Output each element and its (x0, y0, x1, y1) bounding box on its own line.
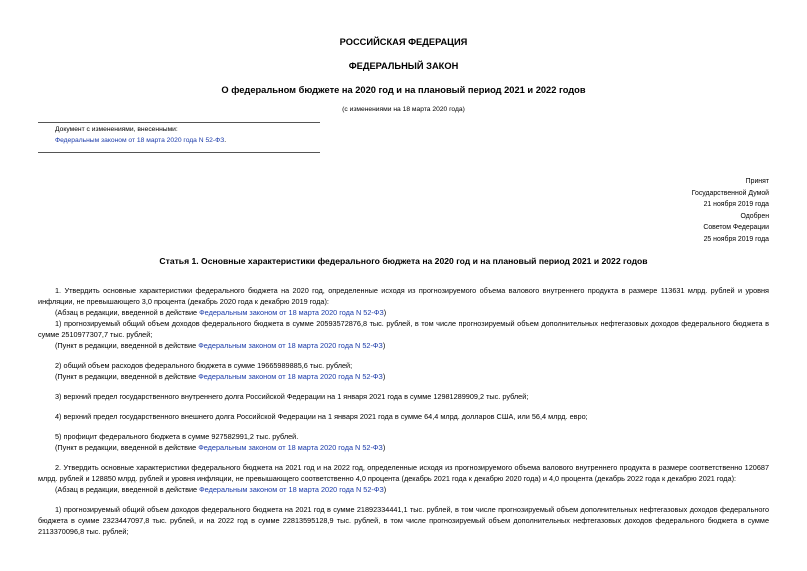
note-suffix: ) (382, 372, 386, 381)
amendments-label: Документ с изменениями, внесенными: (55, 126, 178, 133)
article-1-heading: Статья 1. Основные характеристики федерального бюджета на 2020 год и на плановый период 2021 и 2022 годов (159, 256, 648, 266)
note-prefix: (Пункт в редакции, введенной в действие (55, 341, 199, 350)
note-prefix: (Абзац в редакции, введенной в действие (55, 308, 200, 317)
item-2: 2) общий объем расходов федерального бюджета в сумме 19665989885,6 тыс. рублей; (55, 361, 353, 370)
article-1-body (38, 285, 769, 537)
adopted-date: 21 ноября 2019 года (703, 201, 769, 208)
law-type-heading: ФЕДЕРАЛЬНЫЙ ЗАКОН (348, 61, 459, 71)
note-suffix: ) (383, 485, 387, 494)
note-prefix: (Абзац в редакции, введенной в действие (55, 485, 200, 494)
amendment-law-link[interactable]: Федеральным законом от 18 марта 2020 года N 52-ФЗ (198, 341, 383, 350)
note-suffix: ) (382, 341, 386, 350)
approved-label: Одобрен (740, 212, 769, 220)
adopted-label: Принят (745, 178, 769, 185)
note-prefix: (Пункт в редакции, введенной в действие (55, 372, 199, 381)
amendment-date-subtitle: (с изменениями на 18 марта 2020 года) (342, 106, 465, 113)
item-1: 1) прогнозируемый общий объем доходов федерального бюджета в сумме 20593572876,8 тыс. рублей, в том числе прогнозируемый объем дополнительных нефтегазовых доходов федерального бюджета в сумме 2510977307,7 тыс. рублей; (38, 319, 769, 339)
amendments-line (55, 137, 226, 144)
divider-top (38, 122, 320, 123)
amendment-law-link[interactable]: Федеральным законом от 18 марта 2020 года N 52-ФЗ (199, 308, 384, 317)
country-heading: РОССИЙСКАЯ ФЕДЕРАЦИЯ (339, 37, 468, 47)
adopted-by: Государственной Думой (691, 189, 769, 197)
item-5: 5) профицит федерального бюджета в сумме 927582991,2 тыс. рублей. (55, 432, 299, 441)
amendment-law-link[interactable]: Федеральным законом от 18 марта 2020 года N 52-ФЗ (55, 137, 225, 144)
item-3: 3) верхний предел государственного внутреннего долга Российской Федерации на 1 января 2021 года в сумме 12981289909,2 тыс. рублей; (55, 392, 529, 401)
amendment-link-end: . (224, 137, 227, 144)
approved-date: 25 ноября 2019 года (703, 235, 769, 243)
item-1-note (38, 340, 769, 351)
note-prefix: (Пункт в редакции, введенной в действие (55, 443, 199, 452)
amendment-law-link[interactable]: Федеральным законом от 18 марта 2020 года N 52-ФЗ (199, 485, 384, 494)
amendment-law-link[interactable]: Федеральным законом от 18 марта 2020 года N 52-ФЗ (198, 372, 383, 381)
paragraph-2-note (38, 484, 769, 495)
item-2-note (38, 371, 769, 382)
paragraph-2: 2. Утвердить основные характеристики федерального бюджета на 2021 год и на 2022 год, определенные исходя из прогнозируемого объема валового внутреннего продукта в размере соответственно 120687 млрд. рублей и 128850 млрд. рублей и уровня инфляции, не превышающего соответственно 4,0 процента (декабрь 2021 года к декабрю 2020 года) и 4,0 процента (декабрь 2022 года к декабрю 2021 года): (38, 463, 769, 483)
approved-by: Советом Федерации (703, 224, 769, 231)
law-title: О федеральном бюджете на 2020 год и на плановый период 2021 и 2022 годов (221, 85, 586, 95)
item-4: 4) верхний предел государственного внешнего долга Российской Федерации на 1 января 2021 года в сумме 64,4 млрд. долларов США, или 56,4 млрд. евро; (55, 412, 588, 421)
note-suffix: ) (382, 443, 386, 452)
note-suffix: ) (383, 308, 387, 317)
paragraph-2-item-1: 1) прогнозируемый общий объем доходов федерального бюджета на 2021 год в сумме 21892334441,1 тыс. рублей, в том числе прогнозируемый объем дополнительных нефтегазовых доходов федерального бюджета в сумме 2323447097,8 тыс. рублей, и на 2022 год в сумме 22813595128,9 тыс. рублей, в том числе прогнозируемый объем дополнительных нефтегазовых доходов федерального бюджета в сумме 2113370096,8 тыс. рублей; (38, 505, 769, 536)
adoption-block (692, 176, 769, 245)
paragraph-1: 1. Утвердить основные характеристики федерального бюджета на 2020 год, определенные исходя из прогнозируемого объема валового внутреннего продукта в размере 113631 млрд. рублей и уровня инфляции, не превышающего 3,0 процента (декабрь 2020 года к декабрю 2019 года): (38, 286, 769, 306)
amendment-law-link[interactable]: Федеральным законом от 18 марта 2020 года N 52-ФЗ (198, 443, 383, 452)
item-5-note (38, 442, 769, 453)
paragraph-1-note (38, 307, 769, 318)
divider-bottom (38, 152, 320, 153)
